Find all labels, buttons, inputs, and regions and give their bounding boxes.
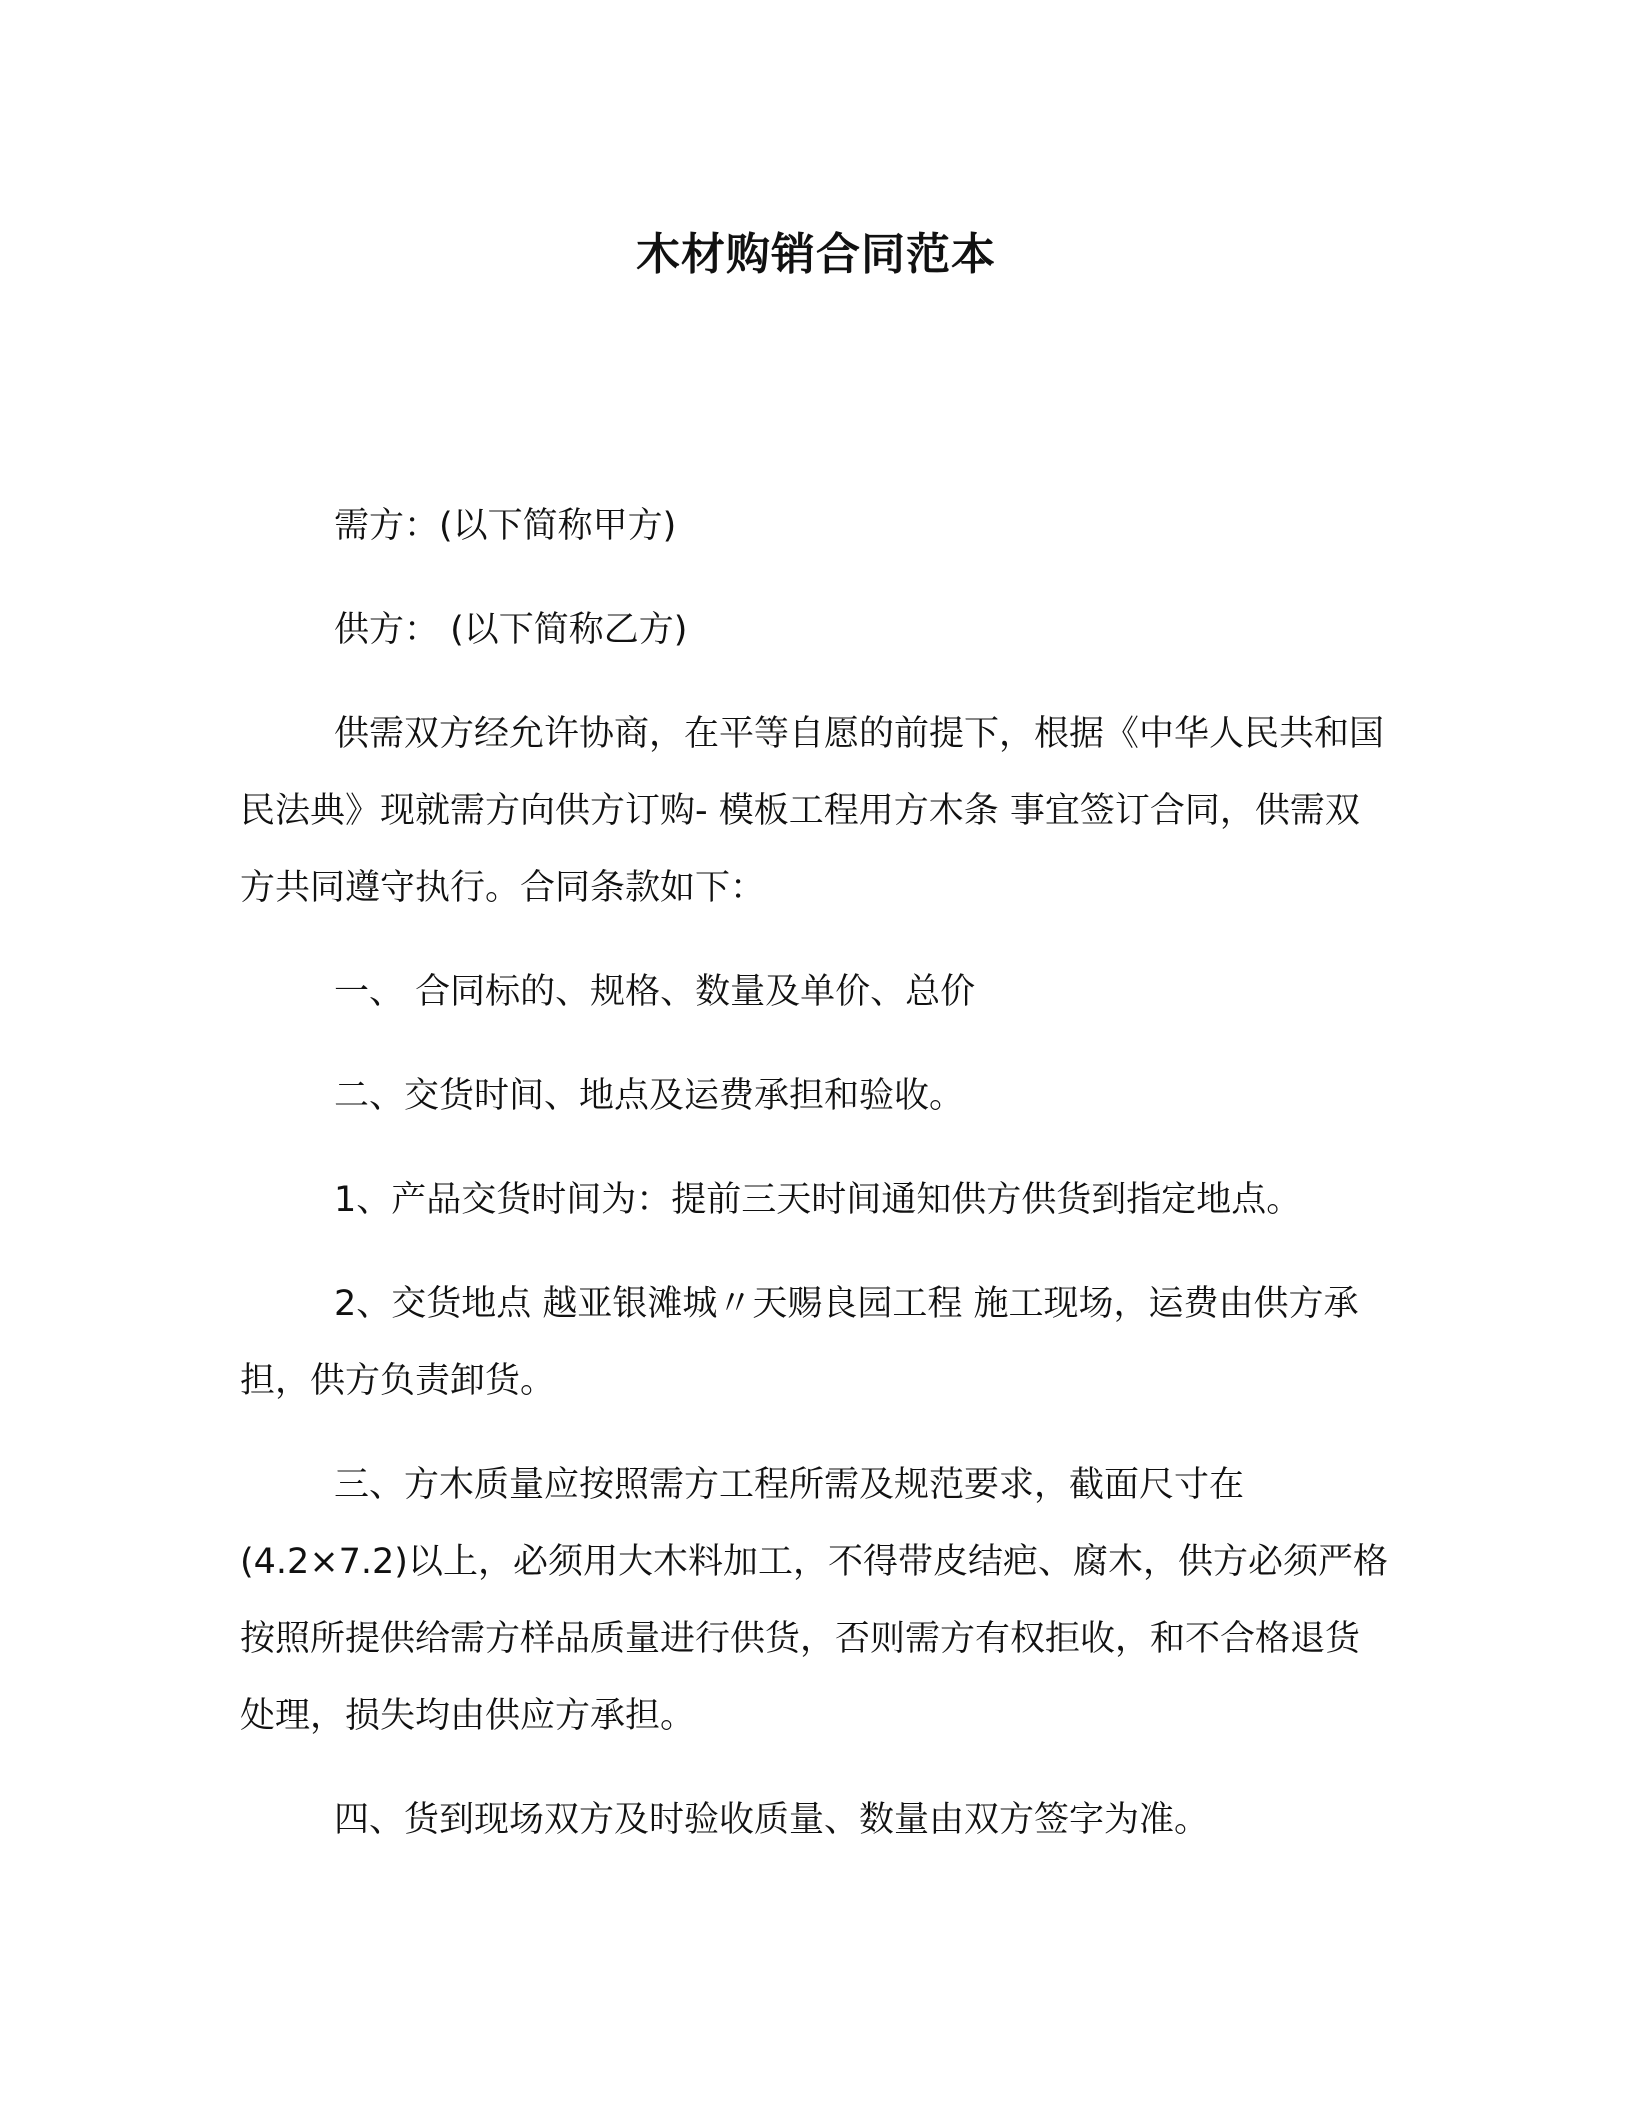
clause-3-paragraph: 三、方木质量应按照需方工程所需及规范要求，截面尺寸在(4.2×7.2)以上，必须用大木料加工，不得带皮结疤、腐木，供方必须严格按照所提供给需方样品质量进行供货，否则需方有权拒收，和不合格退货处理，损失均由供应方承担。 [240,1465,1388,1736]
clause-4-paragraph: 四、货到现场双方及时验收质量、数量由双方签字为准。 [334,1800,1210,1840]
document-body [240,488,1388,1859]
clause-2-heading: 二、交货时间、地点及运费承担和验收。 [334,1076,965,1116]
supplier-line: 供方： (以下简称乙方) [334,610,688,650]
clause-1-heading: 一、 合同标的、规格、数量及单价、总价 [334,972,976,1012]
buyer-line: 需方：(以下简称甲方) [334,506,677,546]
clause-2-item-2: 2、交货地点 越亚银滩城〃天赐良园工程 施工现场，运费由供方承担，供方负责卸货。 [240,1284,1359,1401]
intro-paragraph: 供需双方经允许协商，在平等自愿的前提下，根据《中华人民共和国民法典》现就需方向供方订购- 模板工程用方木条 事宜签订合同，供需双方共同遵守执行。合同条款如下： [240,714,1385,908]
clause-2-item-1: 1、产品交货时间为：提前三天时间通知供方供货到指定地点。 [334,1180,1302,1220]
document-title: 木材购销合同范本 [636,229,996,280]
